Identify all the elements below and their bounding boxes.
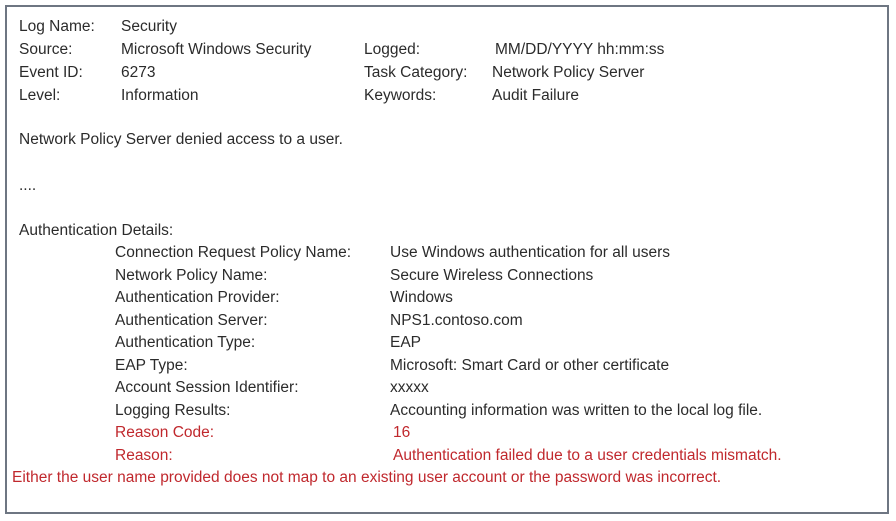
detail-label: Connection Request Policy Name:: [115, 244, 352, 261]
field-label-event-id: Event ID:: [19, 64, 83, 81]
field-value-task-category: Network Policy Server: [492, 64, 645, 81]
field-label-keywords: Keywords:: [364, 87, 437, 104]
detail-value: Secure Wireless Connections: [390, 266, 594, 284]
authentication-details-heading: Authentication Details:: [19, 222, 174, 239]
header-spacer: [364, 15, 492, 38]
field-value-event-id: 6273: [121, 64, 156, 81]
detail-label: Authentication Type:: [115, 334, 256, 351]
detail-row-authentication-type: [115, 332, 875, 355]
detail-label: EAP Type:: [115, 356, 188, 374]
detail-value: xxxxx: [390, 379, 429, 396]
field-label-source: Source:: [19, 41, 73, 58]
detail-row-network-policy-name: [115, 265, 875, 288]
detail-row-authentication-provider: [115, 287, 875, 310]
field-label-logged: Logged:: [364, 41, 421, 58]
detail-row-connection-request-policy: [115, 242, 875, 265]
detail-label: Account Session Identifier:: [115, 379, 299, 396]
field-value-source: Microsoft Windows Security: [121, 41, 312, 58]
event-header: [19, 15, 875, 107]
event-log-panel: [5, 5, 889, 514]
field-value-log-name: Security: [121, 18, 177, 35]
field-value-logged: MM/DD/YYYY hh:mm:ss: [495, 41, 665, 58]
detail-label: Reason Code:: [115, 424, 215, 441]
reason-explanation-note: Either the user name provided does not map to an existing user account or the password was incorrect.: [12, 469, 722, 486]
detail-row-reason-code: [115, 422, 875, 445]
field-value-keywords: Audit Failure: [492, 87, 580, 104]
field-label-level: Level:: [19, 87, 61, 104]
detail-label: Authentication Server:: [115, 311, 268, 329]
detail-value: Microsoft: Smart Card or other certificate: [390, 356, 670, 374]
omitted-content-ellipsis: ....: [19, 177, 37, 194]
detail-value: Authentication failed due to a user credentials mismatch.: [393, 446, 782, 464]
detail-row-logging-results: [115, 400, 875, 423]
header-spacer: [492, 15, 875, 38]
detail-label: Authentication Provider:: [115, 289, 280, 306]
field-label-log-name: Log Name:: [19, 18, 95, 35]
detail-value: Use Windows authentication for all users: [390, 244, 670, 261]
detail-value: Accounting information was written to the local log file.: [390, 401, 763, 419]
field-label-task-category: Task Category:: [364, 64, 468, 81]
field-value-level: Information: [121, 87, 199, 104]
detail-value: Windows: [390, 289, 453, 306]
detail-label: Logging Results:: [115, 401, 231, 419]
event-description: Network Policy Server denied access to a user.: [19, 131, 343, 148]
detail-value: NPS1.contoso.com: [390, 311, 523, 329]
detail-value: EAP: [390, 334, 422, 351]
detail-value: 16: [393, 424, 411, 441]
authentication-details-list: [19, 242, 875, 467]
detail-label: Reason:: [115, 446, 173, 464]
detail-row-authentication-server: [115, 310, 875, 333]
detail-row-eap-type: [115, 355, 875, 378]
detail-label: Network Policy Name:: [115, 266, 268, 284]
detail-row-account-session-identifier: [115, 377, 875, 400]
detail-row-reason: [115, 445, 875, 468]
